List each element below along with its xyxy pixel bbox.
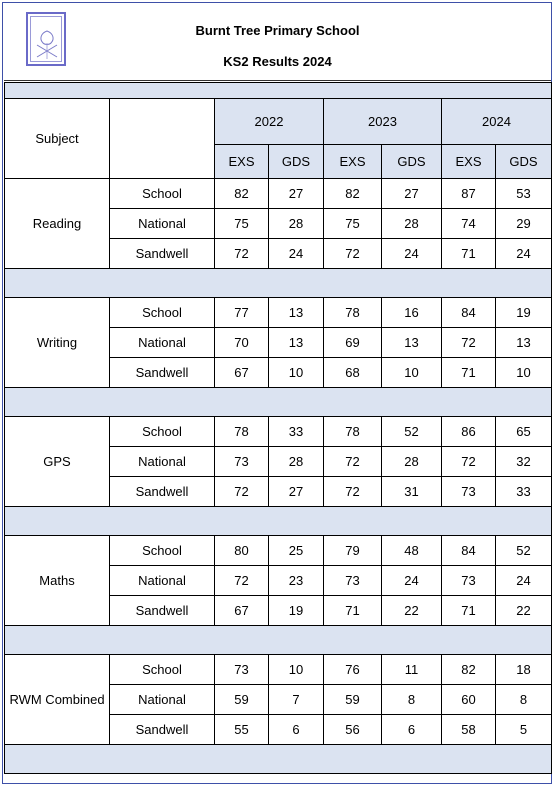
value-cell: 13: [382, 328, 442, 358]
value-cell: 52: [496, 536, 552, 566]
comparison-label: School: [110, 179, 215, 209]
value-cell: 52: [382, 417, 442, 447]
value-cell: 8: [496, 685, 552, 715]
value-cell: 59: [324, 685, 382, 715]
measure-header: EXS: [442, 145, 496, 179]
measure-header: GDS: [496, 145, 552, 179]
value-cell: 55: [215, 715, 269, 745]
measure-header: GDS: [269, 145, 324, 179]
comparison-label: Sandwell: [110, 596, 215, 626]
value-cell: 28: [382, 209, 442, 239]
value-cell: 24: [382, 566, 442, 596]
subject-name: RWM Combined: [5, 655, 110, 745]
value-cell: 33: [496, 477, 552, 507]
value-cell: 48: [382, 536, 442, 566]
value-cell: 72: [442, 328, 496, 358]
value-cell: 10: [496, 358, 552, 388]
year-header: 2023: [324, 99, 442, 145]
value-cell: 10: [269, 655, 324, 685]
comparison-label: Sandwell: [110, 358, 215, 388]
table-row: [5, 655, 552, 685]
subject-name: Reading: [5, 179, 110, 269]
value-cell: 22: [496, 596, 552, 626]
comparison-label: School: [110, 417, 215, 447]
value-cell: 24: [269, 239, 324, 269]
value-cell: 27: [269, 477, 324, 507]
value-cell: 86: [442, 417, 496, 447]
comparison-label: National: [110, 685, 215, 715]
separator-band: [5, 269, 552, 298]
value-cell: 65: [496, 417, 552, 447]
value-cell: 19: [496, 298, 552, 328]
value-cell: 73: [215, 447, 269, 477]
value-cell: 71: [442, 596, 496, 626]
value-cell: 74: [442, 209, 496, 239]
value-cell: 69: [324, 328, 382, 358]
value-cell: 56: [324, 715, 382, 745]
comparison-label: National: [110, 328, 215, 358]
value-cell: 6: [269, 715, 324, 745]
value-cell: 28: [269, 447, 324, 477]
comparison-label: Sandwell: [110, 715, 215, 745]
value-cell: 72: [215, 477, 269, 507]
table-row: [5, 417, 552, 447]
value-cell: 31: [382, 477, 442, 507]
value-cell: 27: [269, 179, 324, 209]
value-cell: 77: [215, 298, 269, 328]
value-cell: 19: [269, 596, 324, 626]
value-cell: 70: [215, 328, 269, 358]
value-cell: 82: [324, 179, 382, 209]
value-cell: 27: [382, 179, 442, 209]
value-cell: 78: [215, 417, 269, 447]
measure-header: EXS: [324, 145, 382, 179]
value-cell: 82: [442, 655, 496, 685]
school-name: Burnt Tree Primary School: [195, 23, 360, 38]
value-cell: 72: [215, 566, 269, 596]
comparison-label: National: [110, 447, 215, 477]
report-header: [4, 4, 551, 81]
value-cell: 10: [269, 358, 324, 388]
value-cell: 67: [215, 358, 269, 388]
value-cell: 78: [324, 298, 382, 328]
year-header: 2024: [442, 99, 552, 145]
results-table: [4, 82, 552, 774]
value-cell: 59: [215, 685, 269, 715]
value-cell: 7: [269, 685, 324, 715]
value-cell: 84: [442, 298, 496, 328]
value-cell: 13: [496, 328, 552, 358]
value-cell: 71: [442, 358, 496, 388]
value-cell: 23: [269, 566, 324, 596]
separator-band: [5, 745, 552, 774]
subject-name: Maths: [5, 536, 110, 626]
value-cell: 82: [215, 179, 269, 209]
separator-band: [5, 83, 552, 99]
value-cell: 72: [215, 239, 269, 269]
value-cell: 8: [382, 685, 442, 715]
value-cell: 18: [496, 655, 552, 685]
value-cell: 24: [496, 239, 552, 269]
subject-header: Subject: [5, 99, 110, 179]
value-cell: 68: [324, 358, 382, 388]
value-cell: 73: [442, 477, 496, 507]
value-cell: 72: [324, 447, 382, 477]
value-cell: 71: [324, 596, 382, 626]
year-header: 2022: [215, 99, 324, 145]
comparison-label: National: [110, 209, 215, 239]
value-cell: 11: [382, 655, 442, 685]
value-cell: 73: [324, 566, 382, 596]
value-cell: 67: [215, 596, 269, 626]
value-cell: 73: [442, 566, 496, 596]
value-cell: 87: [442, 179, 496, 209]
value-cell: 60: [442, 685, 496, 715]
value-cell: 5: [496, 715, 552, 745]
value-cell: 16: [382, 298, 442, 328]
value-cell: 53: [496, 179, 552, 209]
comparison-label: School: [110, 655, 215, 685]
comparison-label: Sandwell: [110, 477, 215, 507]
value-cell: 13: [269, 298, 324, 328]
separator-band: [5, 626, 552, 655]
value-cell: 73: [215, 655, 269, 685]
value-cell: 84: [442, 536, 496, 566]
value-cell: 72: [324, 477, 382, 507]
value-cell: 25: [269, 536, 324, 566]
value-cell: 32: [496, 447, 552, 477]
value-cell: 28: [269, 209, 324, 239]
value-cell: 79: [324, 536, 382, 566]
value-cell: 78: [324, 417, 382, 447]
table-row: [5, 536, 552, 566]
value-cell: 58: [442, 715, 496, 745]
subject-name: Writing: [5, 298, 110, 388]
year-header-row: [5, 99, 552, 145]
comparison-label: National: [110, 566, 215, 596]
value-cell: 29: [496, 209, 552, 239]
value-cell: 72: [324, 239, 382, 269]
subject-name: GPS: [5, 417, 110, 507]
comparison-label: School: [110, 536, 215, 566]
comparison-header: [110, 99, 215, 179]
table-row: [5, 179, 552, 209]
value-cell: 75: [215, 209, 269, 239]
value-cell: 75: [324, 209, 382, 239]
value-cell: 33: [269, 417, 324, 447]
value-cell: 10: [382, 358, 442, 388]
table-row: [5, 298, 552, 328]
value-cell: 13: [269, 328, 324, 358]
comparison-label: Sandwell: [110, 239, 215, 269]
value-cell: 24: [382, 239, 442, 269]
value-cell: 22: [382, 596, 442, 626]
measure-header: EXS: [215, 145, 269, 179]
separator-band: [5, 388, 552, 417]
value-cell: 28: [382, 447, 442, 477]
report-title: KS2 Results 2024: [223, 54, 332, 69]
measure-header: GDS: [382, 145, 442, 179]
value-cell: 72: [442, 447, 496, 477]
value-cell: 80: [215, 536, 269, 566]
value-cell: 6: [382, 715, 442, 745]
comparison-label: School: [110, 298, 215, 328]
separator-band: [5, 507, 552, 536]
value-cell: 76: [324, 655, 382, 685]
value-cell: 71: [442, 239, 496, 269]
value-cell: 24: [496, 566, 552, 596]
